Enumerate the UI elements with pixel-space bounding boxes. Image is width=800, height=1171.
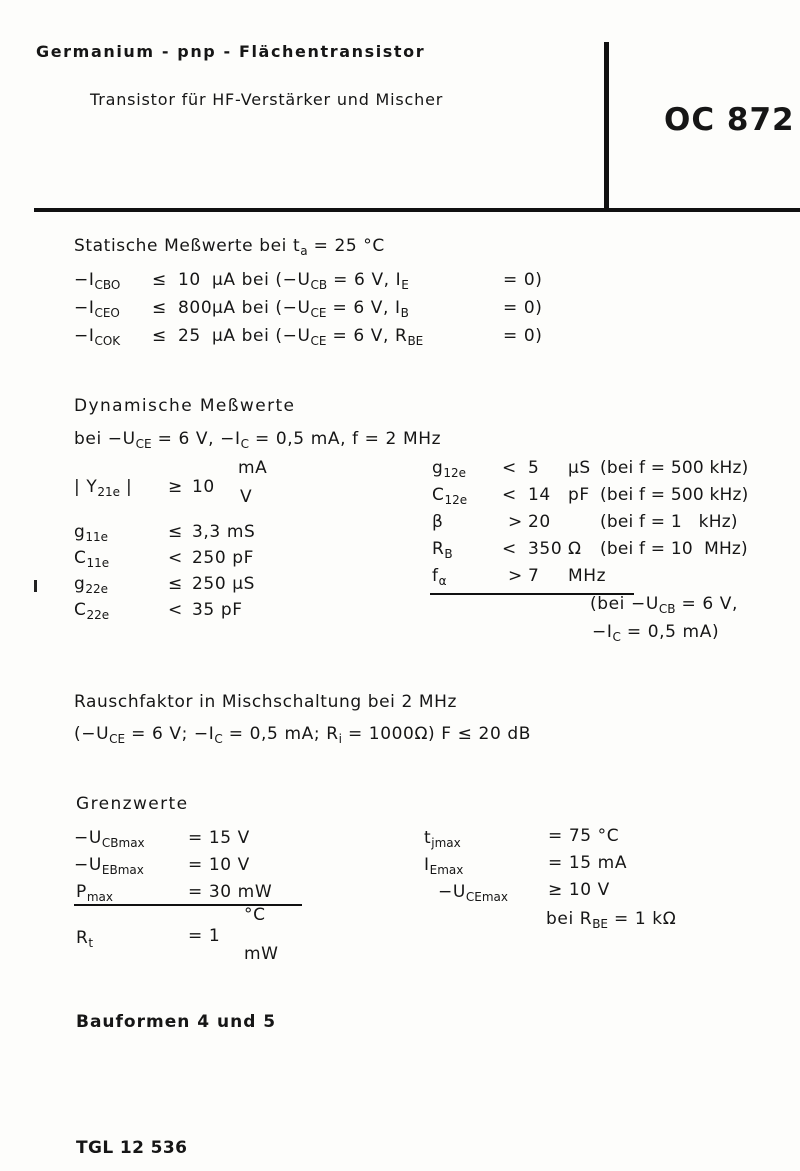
static-heading: Statische Meßwerte bei $t_a = 25$ °C <box>74 236 385 258</box>
header-horizontal-rule <box>34 208 800 212</box>
dynamic-footnote-line1: ($bei -U_{CB} = 6$ V, <box>590 594 739 616</box>
dynamic-heading: Dynamische Meßwerte <box>74 396 296 416</box>
margin-mark <box>34 580 37 592</box>
pmax-underline <box>74 904 302 906</box>
package-types: Bauformen 4 und 5 <box>76 1012 277 1032</box>
standard-number: TGL 12 536 <box>76 1138 188 1158</box>
dynamic-footnote-line2: $-I_C = 0,5$ mA) <box>592 622 720 644</box>
model-number: OC 872 <box>664 102 795 138</box>
noise-heading: Rauschfaktor in Mischschaltung bei 2 MHz <box>74 692 458 712</box>
noise-conditions: ($-U_{CE} = 6$ V; $-I_C = 0,5$ mA; $R_i = 1000\Omega$) F ≤ 20 dB <box>74 724 532 746</box>
limit-rbe-condition: bei $R_{BE} = 1$ kΩ <box>546 909 677 931</box>
transistor-purpose-line: Transistor für HF-Verstärker und Mischer <box>90 90 444 109</box>
header-vertical-rule <box>604 42 609 210</box>
dynamic-conditions: bei $-U_{CE} = 6$ V, $-I_C = 0,5$ mA, f = 2 MHz <box>74 429 442 451</box>
transistor-type-line: Germanium - pnp - Flächentransistor <box>36 42 426 61</box>
limits-heading: Grenzwerte <box>76 794 189 814</box>
